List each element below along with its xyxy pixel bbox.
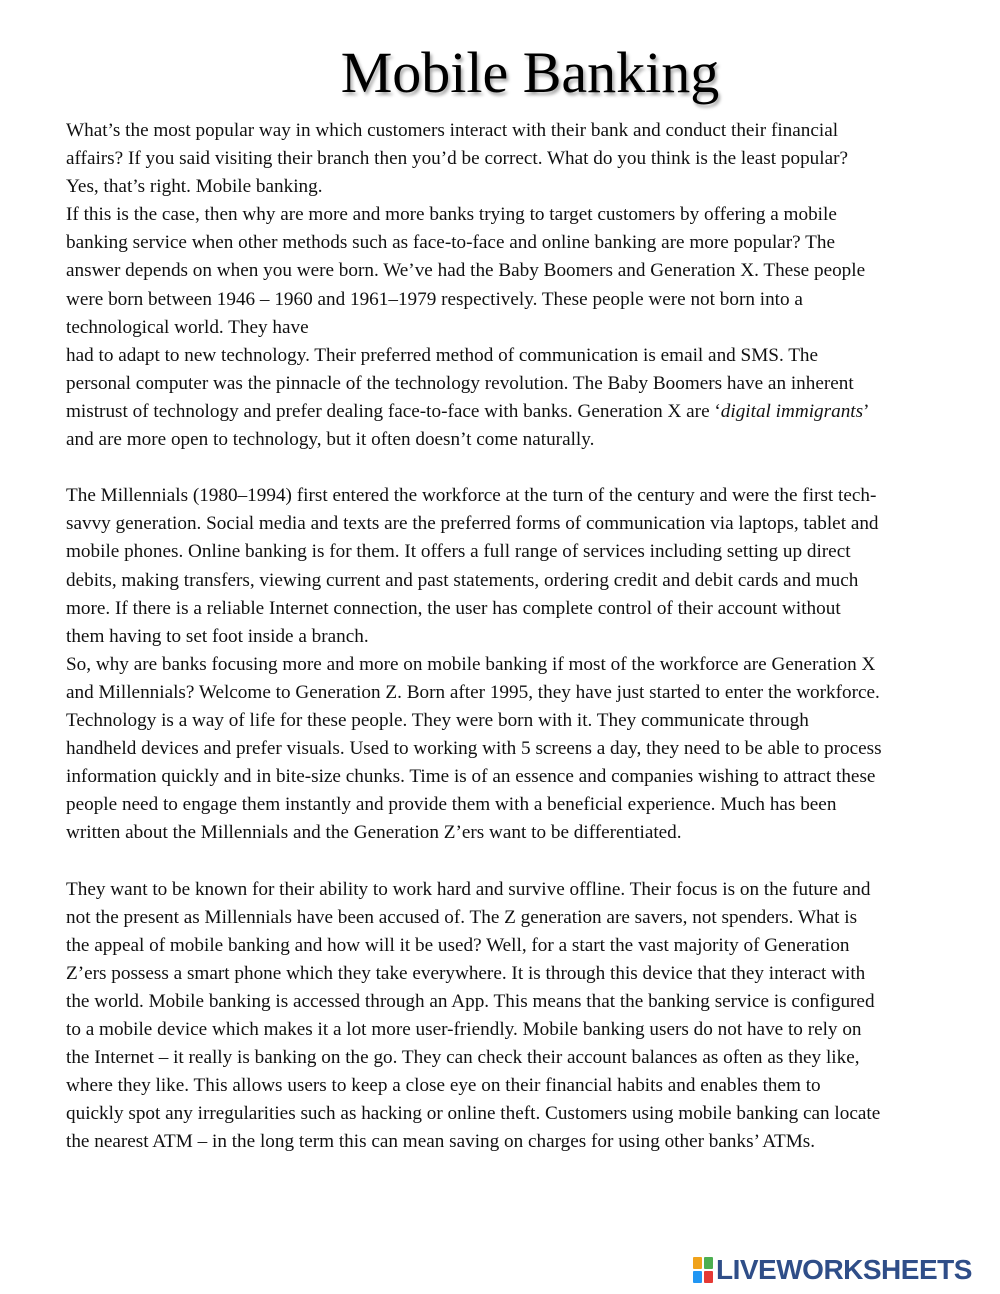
text-line: They want to be known for their ability to work hard and survive offline. Their focus is on the future and bbox=[66, 878, 871, 900]
text-line: answer depends on when you were born. We’ve had the Baby Boomers and Generation X. These people bbox=[66, 260, 866, 282]
text-line: had to adapt to new technology. Their preferred method of communication is email and SMS. The bbox=[66, 344, 819, 366]
paragraph-millennials bbox=[66, 482, 978, 651]
text-line: savvy generation. Social media and texts are the preferred forms of communication via laptops, tablet and bbox=[66, 513, 879, 535]
liveworksheets-logo-icon bbox=[693, 1257, 713, 1283]
text-line: Technology is a way of life for these people. They were born with it. They communicate through bbox=[66, 709, 809, 731]
article-body bbox=[66, 117, 978, 1156]
text-line: not the present as Millennials have been accused of. The Z generation are savers, not spenders. What is bbox=[66, 906, 858, 928]
text-line: If this is the case, then why are more and more banks trying to target customers by offering a mobile bbox=[66, 204, 837, 226]
logo-square-icon bbox=[704, 1271, 713, 1283]
text-line: handheld devices and prefer visuals. Used to working with 5 screens a day, they need to be able to process bbox=[66, 738, 882, 760]
logo-square-icon bbox=[693, 1257, 702, 1269]
text-line: more. If there is a reliable Internet connection, the user has complete control of their account without bbox=[66, 597, 841, 619]
text-line: the nearest ATM – in the long term this can mean saving on charges for using other banks’ ATMs. bbox=[66, 1131, 816, 1153]
text-line: people need to engage them instantly and provide them with a beneficial experience. Much has been bbox=[66, 794, 837, 816]
digital-immigrants-term: digital immigrants bbox=[720, 400, 864, 422]
logo-square-icon bbox=[704, 1257, 713, 1269]
text-line: the Internet – it really is banking on the go. They can check their account balances as often as they like, bbox=[66, 1047, 860, 1069]
paragraph-generations bbox=[66, 201, 978, 341]
text-line: them having to set foot inside a branch. bbox=[66, 625, 369, 647]
paragraph-generation-z bbox=[66, 651, 978, 848]
text-line: technological world. They have bbox=[66, 316, 309, 338]
text-line: the appeal of mobile banking and how will it be used? Well, for a start the vast majority of Generation bbox=[66, 934, 850, 956]
text-line: The Millennials (1980–1994) first entered the workforce at the turn of the century and were the first tech- bbox=[66, 485, 877, 507]
text-line: mobile phones. Online banking is for them. It offers a full range of services including setting up direct bbox=[66, 541, 851, 563]
text-line: banking service when other methods such as face-to-face and online banking are more popular? The bbox=[66, 232, 835, 254]
text-line: were born between 1946 – 1960 and 1961–1979 respectively. These people were not born into a bbox=[66, 288, 803, 310]
text-line: written about the Millennials and the Generation Z’ers want to be differentiated. bbox=[66, 822, 682, 844]
paragraph-gap bbox=[66, 454, 978, 482]
liveworksheets-logo-text: LIVEWORKSHEETS bbox=[716, 1254, 972, 1285]
text-line: to a mobile device which makes it a lot more user-friendly. Mobile banking users do not have to rely on bbox=[66, 1019, 862, 1040]
text-segment: mistrust of technology and prefer dealing face-to-face with banks. Generation X are ‘ bbox=[66, 400, 721, 422]
text-line: affairs? If you said visiting their branch then you’d be correct. What do you think is the least popular? bbox=[66, 148, 849, 170]
text-line: What’s the most popular way in which customers interact with their bank and conduct their financial bbox=[66, 120, 839, 141]
text-line: information quickly and in bite-size chunks. Time is of an essence and companies wishing to attract these bbox=[66, 766, 876, 788]
text-line: and Millennials? Welcome to Generation Z. Born after 1995, they have just started to enter the workforce. bbox=[66, 681, 880, 703]
text-line: and are more open to technology, but it often doesn’t come naturally. bbox=[66, 429, 595, 451]
logo-square-icon bbox=[693, 1271, 702, 1283]
text-line bbox=[66, 398, 978, 426]
liveworksheets-logo[interactable] bbox=[693, 1256, 972, 1284]
text-line: debits, making transfers, viewing current and past statements, ordering credit and debit cards and much bbox=[66, 569, 859, 591]
paragraph-intro bbox=[66, 117, 978, 201]
text-line: Yes, that’s right. Mobile banking. bbox=[66, 176, 323, 198]
text-line: quickly spot any irregularities such as hacking or online theft. Customers using mobile banking can locate bbox=[66, 1103, 881, 1125]
text-segment: ’ bbox=[863, 400, 870, 422]
paragraph-gap bbox=[66, 847, 978, 875]
text-line: the world. Mobile banking is accessed through an App. This means that the banking service is configured bbox=[66, 990, 875, 1012]
text-line: personal computer was the pinnacle of the technology revolution. The Baby Boomers have an inherent bbox=[66, 372, 854, 394]
paragraph-adapt bbox=[66, 342, 978, 454]
text-line: where they like. This allows users to keep a close eye on their financial habits and enables them to bbox=[66, 1075, 821, 1097]
page-title: Mobile Banking bbox=[340, 40, 720, 105]
text-line: Z’ers possess a smart phone which they take everywhere. It is through this device that they interact with bbox=[66, 962, 866, 984]
text-line: So, why are banks focusing more and more on mobile banking if most of the workforce are Generation X bbox=[66, 653, 876, 675]
paragraph-mobile-appeal bbox=[66, 876, 978, 1157]
